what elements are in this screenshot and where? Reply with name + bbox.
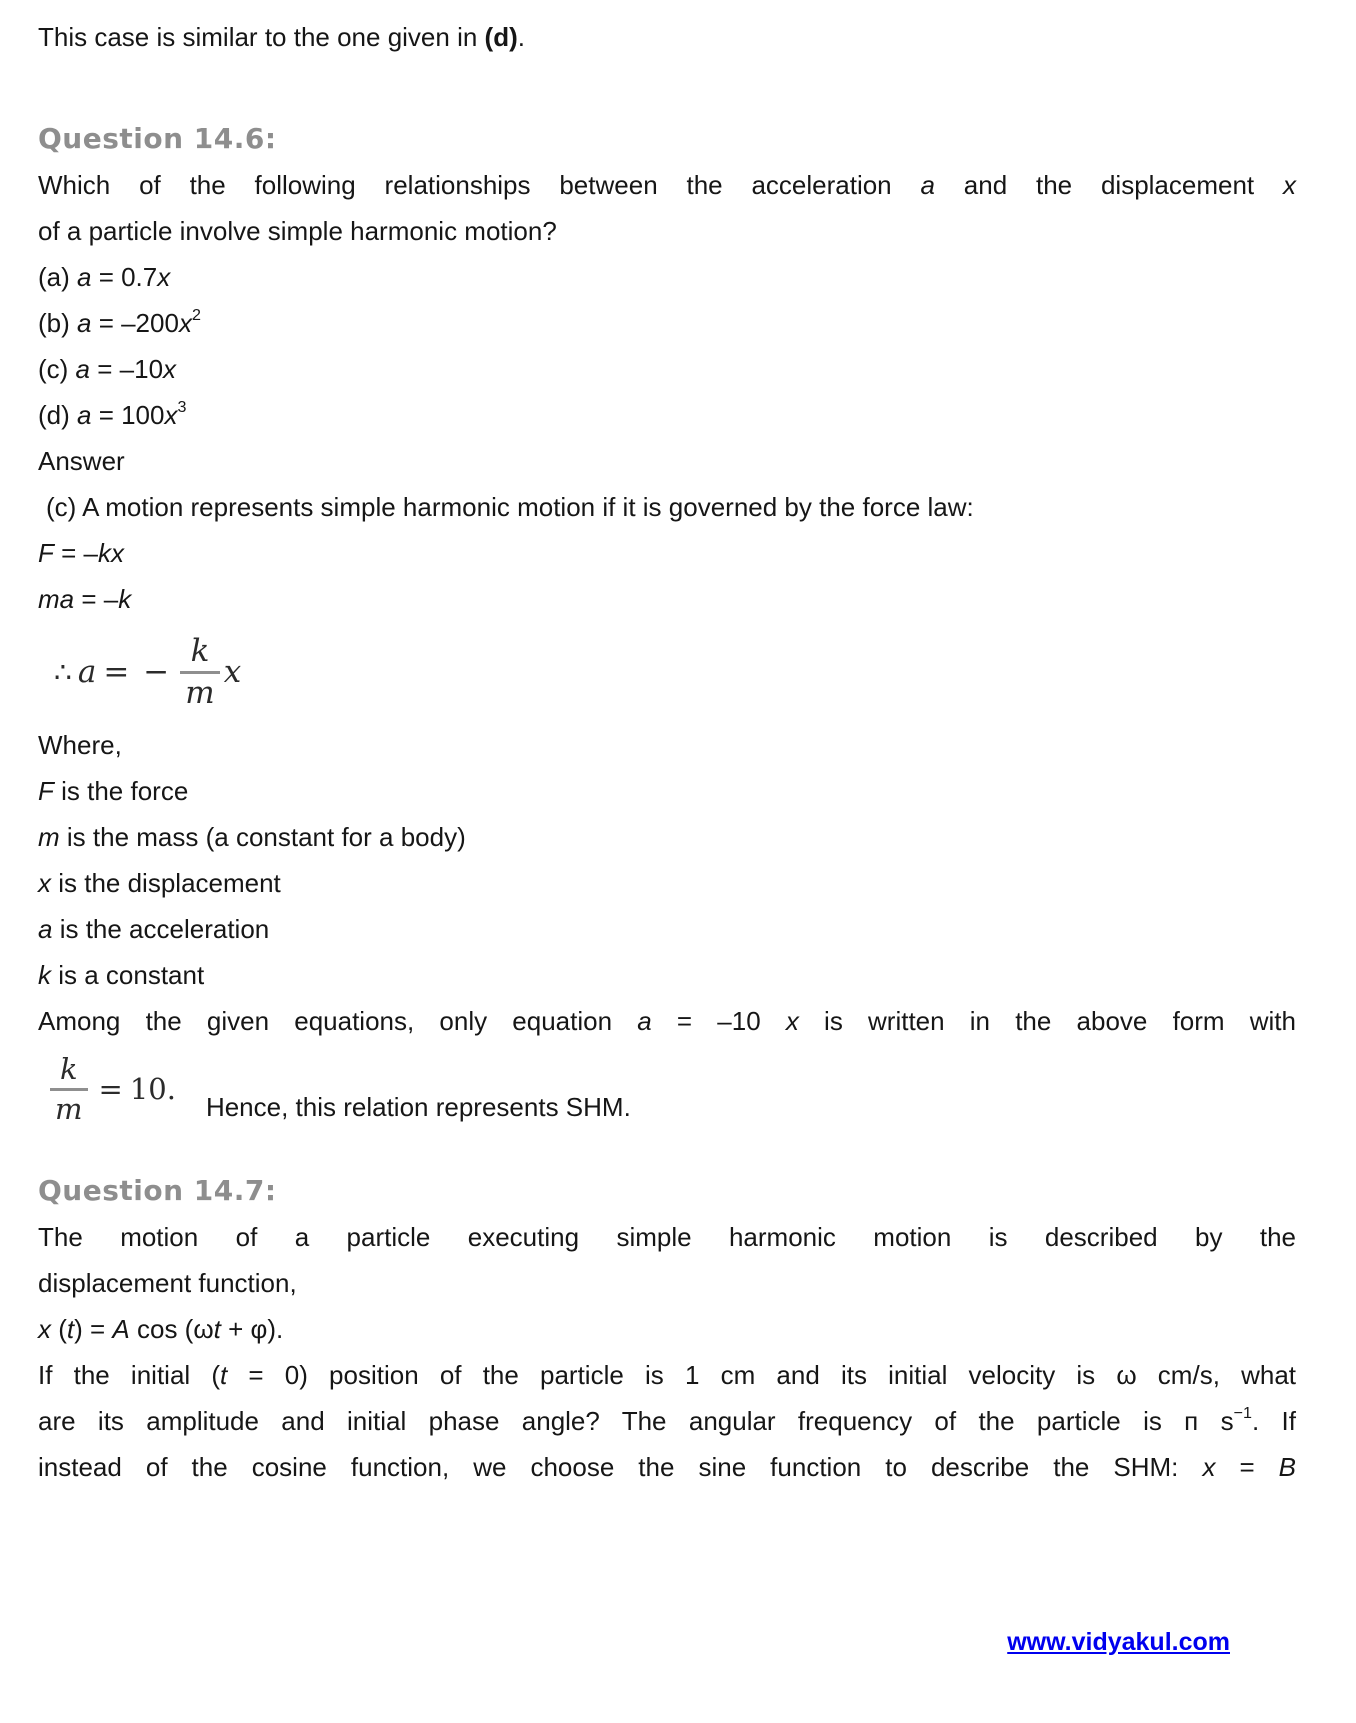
- definition-x: x is the displacement: [38, 868, 281, 899]
- q146-question-line1: Which of the following relationships between the acceleration a and the displacement x: [38, 170, 1296, 200]
- q147-line1: The motion of a particle executing simple harmonic motion is described by the: [38, 1221, 1296, 1252]
- shm-conclusion: Hence, this relation represents SHM.: [205, 1092, 631, 1123]
- q146-option-c: (c) a = –10x: [38, 354, 177, 384]
- minus-sign: −: [143, 654, 170, 691]
- acceleration-equation: [54, 635, 1296, 709]
- answer-label: Answer: [38, 446, 125, 476]
- therefore-symbol: ∴: [54, 655, 72, 689]
- km-ratio-row: [38, 1054, 1296, 1124]
- equation-multiplier: x: [223, 654, 242, 691]
- ratio-value: 10.: [129, 1072, 176, 1107]
- fraction-bar: [180, 671, 219, 674]
- definition-m: m is the mass (a constant for a body): [38, 822, 466, 853]
- definition-F: F is the force: [38, 776, 189, 807]
- displacement-function-equation: x (t) = A cos (ωt + φ).: [38, 1313, 284, 1344]
- q146-option-d: (d) $a = 100x^3$: [38, 397, 187, 430]
- fraction-denominator: m: [185, 674, 215, 711]
- question-14-7-heading: Question 14.7:: [38, 1173, 277, 1207]
- km-ratio-equation: [46, 1054, 176, 1124]
- question-14-6-heading: Question 14.6:: [38, 122, 277, 155]
- equation-lhs: a: [77, 654, 97, 691]
- where-label: Where,: [38, 730, 122, 761]
- q147-para-line2: are its amplitude and initial phase angle? The angular frequency of the particle is п $s^{-1}$. If: [38, 1403, 1296, 1436]
- vidyakul-link[interactable]: www.vidyakul.com: [1007, 1627, 1230, 1656]
- q146-question-line2: of a particle involve simple harmonic motion?: [38, 216, 557, 246]
- ma-line: ma = –k: [38, 584, 132, 614]
- q146-option-a: (a) a = 0.7x: [38, 262, 171, 292]
- q146-option-b: (b) $a = -200x^2$: [38, 305, 201, 338]
- fraction-numerator: k: [190, 633, 210, 669]
- answer-line1: (c) A motion represents simple harmonic motion if it is governed by the force law:: [46, 492, 974, 522]
- fraction2-bar: [50, 1088, 88, 1091]
- definition-a: a is the acceleration: [38, 914, 270, 945]
- equals-sign: =: [103, 654, 130, 691]
- definition-k: k is a constant: [38, 960, 205, 991]
- fraction2-numerator: k: [59, 1052, 78, 1087]
- q147-para-line3: instead of the cosine function, we choose the sine function to describe the SHM: x = B: [38, 1451, 1296, 1482]
- force-law-line: F = –kx: [38, 538, 124, 568]
- page-footer: [38, 1626, 1230, 1658]
- intro-text: This case is similar to the one given in (d).: [38, 22, 525, 52]
- equals-sign2: =: [98, 1072, 123, 1107]
- q147-line2: displacement function,: [38, 1267, 297, 1298]
- q147-para-line1: If the initial (t = 0) position of the particle is 1 cm and its initial velocity is ω cm/s, what: [38, 1359, 1297, 1390]
- k-over-m-fraction: [180, 635, 219, 709]
- fraction2-denominator: m: [55, 1091, 83, 1126]
- among-equations-line: Among the given equations, only equation a = –10 x is written in the above form with: [38, 1006, 1296, 1037]
- k-over-m-fraction2: [50, 1054, 88, 1124]
